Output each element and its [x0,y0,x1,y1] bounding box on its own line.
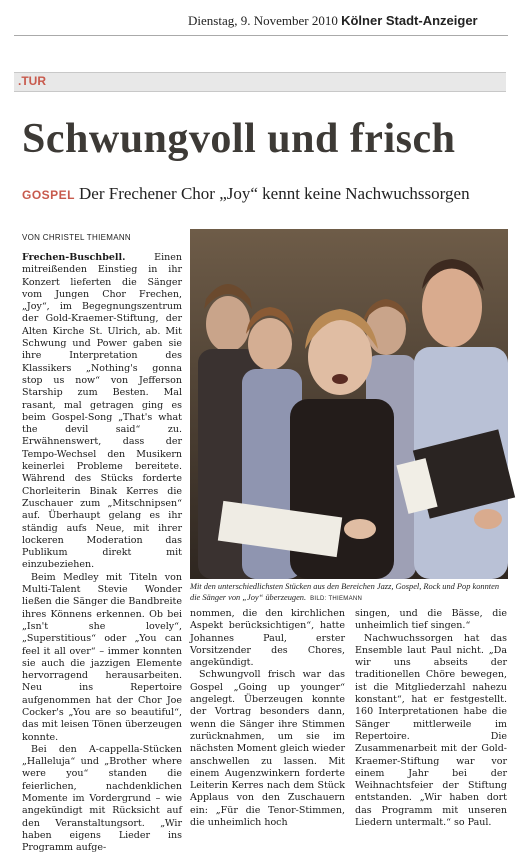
paragraph-text: Einen mitreißenden Einstieg in ihr Konzert lieferten die Sänger vom Jungen Chor Frechen, „Joy“, im Begegnungszentrum der Gold-Kraemer-Stiftung, der Alten Kirche St. Ulrich, ab. Mit Schwung und Power gaben sie ihre Interpretation des Klassikers „Nothing's gonna stop us now“ von Jefferson Starship zum Besten. Mal rasant, mal getragen ging es beim Gospel-Song „That's what the devil said“ zu. Erwähnenswert, dass der Tempo-Wechsel den Musikern keinerlei Probleme bereitete. Während des Stücks forderte Chorleiterin Binak Kerres die Zuschauer zum „Mitschnipsen“ auf. Überhaupt gelang es ihr ständig aufs Neue, mit ihrer lockeren Moderation das Publikum direkt mit einzubeziehen. [22,252,182,571]
paragraph: Beim Medley mit Titeln von Multi-Talent Stevie Wonder ließen die Sänger die Bandbreite ihres Könnens erkennen. Ob bei „Isn't she lovely“, „Superstitious“ oder „You can feel it all over“ – immer konnten sie auch die jazzigen Elemente hervorragend herausarbeiten. Neu ins Repertoire aufgenommen hat der Chor Joe Cocker's „You are so beautiful“, das mit leisen Tönen überzeugen konnte. [22,571,182,743]
article-column-1 [22,252,182,854]
photo-credit: BILD: THIEMANN [310,595,363,602]
subheadline: Der Frechener Chor „Joy“ kennt keine Nachwuchssorgen [79,184,470,203]
photo-caption [190,582,508,604]
paragraph: Nachwuchssorgen hat das Ensemble laut Paul nicht. „Da wir uns abseits der traditionellen Chöre bewegen, ist die Mitgliederzahl nahezu konstant“, hat er festgestellt. 160 Interpretationen habe die Sänger mittlerweile im Repertoire. Die Zusammenarbeit mit der Gold-Kraemer-Stiftung war vor einem Jahr bei der Weihnachtsfeier der Stiftung entstanden. „Wir haben dort das Programm mit unseren Liedern untermalt.“ so Paul. [355,632,507,829]
article-column-3 [355,608,507,833]
paragraph: singen, und die Bässe, die unheimlich tief singen.“ [355,608,507,632]
kicker: GOSPEL [22,188,76,202]
choir-photo-image [190,229,508,579]
paragraph: Bei den A-cappella-Stücken „Halleluja“ und „Brother where were you“ standen die feierlichen, nachdenklichen Momente im Vordergrund – wie angekündigt mit Rücksicht auf den Veranstaltungsort. „Wir haben eigens Lieder ins Programm aufge- [22,743,182,854]
masthead-date: Dienstag, 9. November 2010 [188,13,338,28]
masthead [188,13,506,29]
paragraph [22,252,182,572]
section-bar [14,72,506,92]
dateline: Frechen-Buschbell. [22,252,126,263]
subheadline-row [22,184,512,204]
paragraph: Schwungvoll frisch war das Gospel „Going up younger“ angelegt. Überzeugen konnte der Vortrag besonders dann, wenn die Sänger ihre Stimmen zurücknahmen, um sie im nächsten Moment gleich wieder anschwellen zu lassen. Mit einem Augenzwinkern forderte Leiterin Kerres nach dem Stück Applaus von den Zuschauern ein: „Für die Tenor-Stimmen, die unheimlich hoch [190,669,345,829]
paragraph: nommen, die den kirchlichen Aspekt berücksichtigen“, hatte Johannes Paul, erster Vorsitzender des Chores, angekündigt. [190,608,345,669]
byline: VON CHRISTEL THIEMANN [22,233,131,242]
section-label: .TUR [18,74,46,88]
choir-photo [190,229,508,579]
article-column-2 [190,608,345,833]
masthead-rule [14,35,508,36]
masthead-paper-name: Kölner Stadt-Anzeiger [341,13,478,28]
caption-text: Mit den unterschiedlichsten Stücken aus den Bereichen Jazz, Gospel, Rock und Pop konnten die Sänger von „Joy“ überzeugen. [190,582,500,602]
headline: Schwungvoll und frisch [22,116,456,162]
